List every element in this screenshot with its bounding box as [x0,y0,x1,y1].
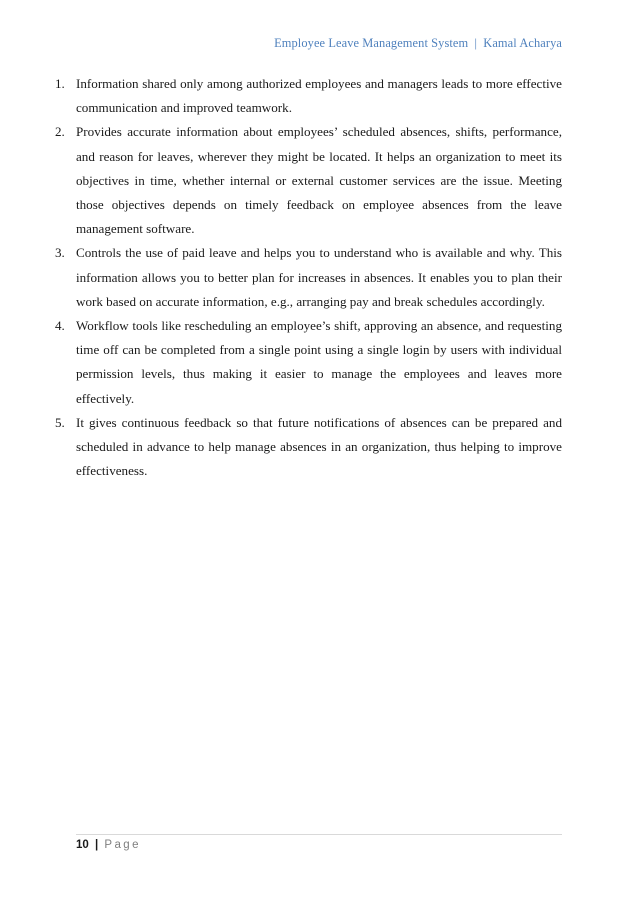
list-item [55,120,562,241]
list-item [55,241,562,314]
page-footer [76,834,562,851]
numbered-list [55,72,562,483]
footer-separator: | [95,839,99,851]
list-item-number: 1. [55,76,65,91]
page-label: Page [104,839,141,851]
document-title: Employee Leave Management System [274,36,469,50]
page-body [55,72,562,483]
list-item-text: Provides accurate information about employees’ scheduled absences, shifts, performance, and reason for leaves, wherever they might be located. It helps an organization to meet its objectives in time, whether internal or external customer services are the issue. Meeting those objectives depends on timely feedback on employee absences from the leave management software. [76,124,562,237]
page-number: 10 [76,839,89,851]
list-item [55,411,562,484]
author-name: Kamal Acharya [483,36,562,50]
page-header [274,36,562,51]
list-item-text: Workflow tools like rescheduling an employee’s shift, approving an absence, and requesting time off can be completed from a single point using a single login by users with individual permission levels, thus making it easier to manage the employees and leaves more effectively. [76,318,562,406]
header-separator: | [474,36,478,50]
list-item-number: 4. [55,318,65,334]
list-item-text: It gives continuous feedback so that future notifications of absences can be prepared and scheduled in advance to help manage absences in an organization, thus helping to improve effectiveness. [76,414,562,479]
list-item [55,314,562,411]
list-item-text: Information shared only among authorized employees and managers leads to more effective communication and improved teamwork. [76,76,562,116]
list-item-number: 5. [55,414,65,430]
list-item-text: Controls the use of paid leave and helps you to understand who is available and why. This information allows you to better plan for increases in absences. It enables you to plan their work based on accurate information, e.g., arranging pay and break schedules accordingly. [76,245,562,309]
list-item-number: 3. [55,245,65,261]
list-item [55,72,562,120]
list-item-number: 2. [55,124,65,140]
